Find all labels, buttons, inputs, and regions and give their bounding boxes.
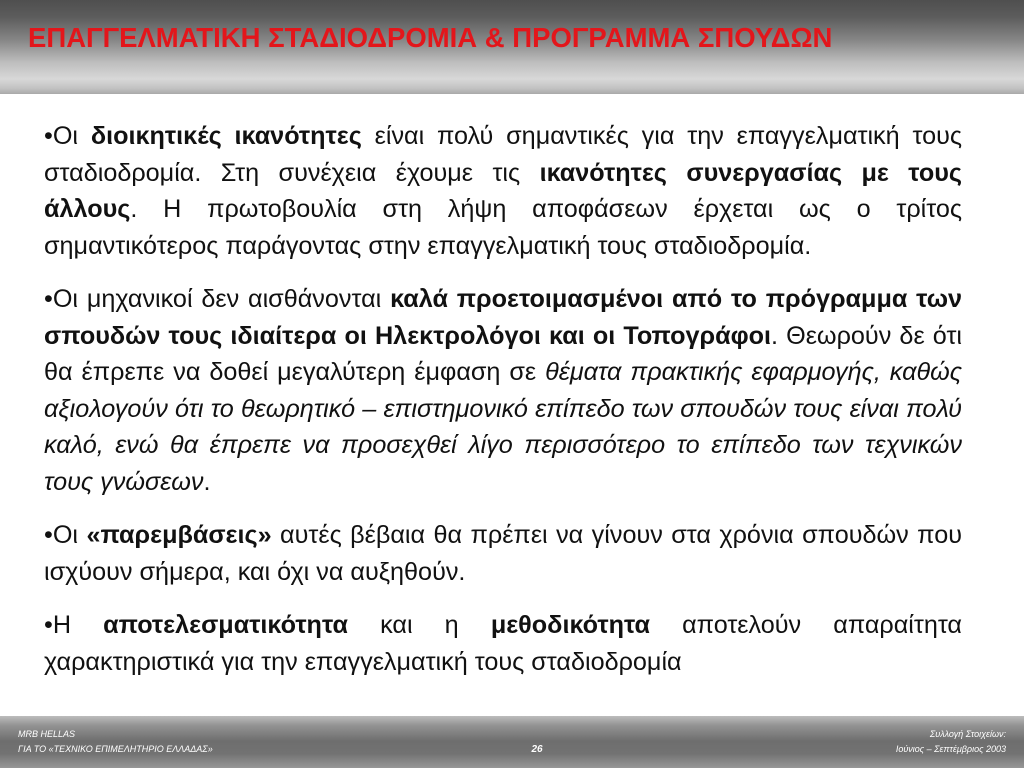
footer-data-collection xyxy=(896,727,1006,757)
footer-source xyxy=(18,727,213,757)
slide-footer xyxy=(0,716,1024,768)
bold-phrase: ικανότητες συνεργασίας με τους άλλους xyxy=(44,158,962,223)
slide-body xyxy=(44,118,962,710)
slide-title: ΕΠΑΓΓΕΛΜΑΤΙΚΗ ΣΤΑΔΙΟΔΡΟΜΙΑ & ΠΡΟΓΡΑΜΜΑ ΣΠΟΥΔΩΝ xyxy=(28,22,833,53)
paragraph-text: και η xyxy=(347,611,491,639)
paragraph-text: Η xyxy=(52,611,104,639)
bullet-paragraph-2 xyxy=(44,281,962,500)
bullet-icon: • xyxy=(44,122,53,150)
paragraph-text: Οι μηχανικοί δεν αισθάνονται xyxy=(52,285,391,313)
footer-client: ΓΙΑ ΤΟ «ΤΕΧΝΙΚΟ ΕΠΙΜΕΛΗΤΗΡΙΟ ΕΛΛΑΔΑΣ» xyxy=(18,744,213,754)
bold-phrase: διοικητικές ικανότητες xyxy=(90,122,362,150)
bullet-icon: • xyxy=(44,521,53,549)
bold-phrase: καλά προετοιμασμένοι από το πρόγραμμα των σπουδών τους ιδιαίτερα οι Ηλεκτρολόγοι και οι Τοπογράφοι xyxy=(44,285,962,350)
footer-date-range: Ιούνιος – Σεπτέμβριος 2003 xyxy=(895,744,1006,754)
paragraph-text: Οι xyxy=(52,122,91,150)
paragraph-text: αποτελούν απαραίτητα χαρακτηριστικά για την επαγγελματική τους σταδιοδρομία xyxy=(44,611,962,676)
bullet-paragraph-4 xyxy=(44,607,962,680)
bullet-paragraph-3 xyxy=(44,517,962,590)
bold-phrase: μεθοδικότητα xyxy=(490,611,650,639)
paragraph-text: Οι xyxy=(52,521,87,549)
bold-phrase: «παρεμβάσεις» xyxy=(86,521,272,549)
bullet-paragraph-1 xyxy=(44,118,962,264)
slide-header xyxy=(0,0,1024,94)
page-number: 26 xyxy=(531,744,543,755)
footer-collection-label: Συλλογή Στοιχείων: xyxy=(929,729,1006,739)
footer-organization: MRB HELLAS xyxy=(18,729,76,739)
bold-phrase: αποτελεσματικότητα xyxy=(103,611,348,639)
bullet-icon: • xyxy=(44,611,53,639)
paragraph-text: . xyxy=(203,467,211,496)
italic-phrase: θέματα πρακτικής εφαρμογής, καθώς αξιολογούν ότι το θεωρητικό – επιστημονικό επίπεδο των σπουδών τους είναι πολύ καλό, ενώ θα έπρεπε να προσεχθεί λίγο περισσότερο το επίπεδο των τεχνικών τους γνώσεων xyxy=(44,358,962,496)
bullet-icon: • xyxy=(44,285,53,313)
paragraph-text: είναι πολύ σημαντικές για την επαγγελματική τους σταδιοδρομία. Στη συνέχεια έχουμε τις xyxy=(44,122,962,187)
paragraph-text: . Θεωρούν δε ότι θα έπρεπε να δοθεί μεγαλύτερη έμφαση σε xyxy=(44,321,962,386)
paragraph-text: αυτές βέβαια θα πρέπει να γίνουν στα χρόνια σπουδών που ισχύουν σήμερα, και όχι να αυξηθούν. xyxy=(44,521,962,586)
paragraph-text: . Η πρωτοβουλία στη λήψη αποφάσεων έρχεται ως ο τρίτος σημαντικότερος παράγοντας στην επαγγελματική τους σταδιοδρομία. xyxy=(44,195,962,260)
